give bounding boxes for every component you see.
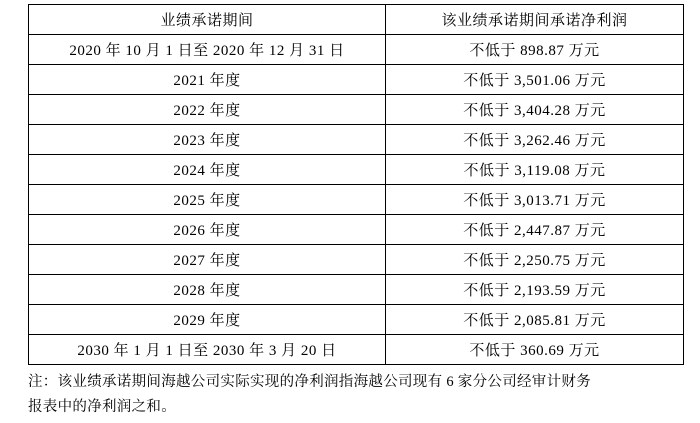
cell-period: 2028 年度 (29, 275, 386, 305)
footnote-line-2: 报表中的净利润之和。 (28, 399, 176, 415)
table-body (29, 35, 684, 365)
cell-period: 2027 年度 (29, 245, 386, 275)
cell-profit: 不低于 898.87 万元 (386, 35, 684, 65)
cell-period: 2022 年度 (29, 95, 386, 125)
table-row (29, 65, 684, 95)
table-footnote (28, 370, 676, 420)
cell-period: 2029 年度 (29, 305, 386, 335)
cell-profit: 不低于 2,250.75 万元 (386, 245, 684, 275)
cell-period: 2020 年 10 月 1 日至 2020 年 12 月 31 日 (29, 35, 386, 65)
cell-period: 2030 年 1 月 1 日至 2030 年 3 月 20 日 (29, 335, 386, 365)
performance-commitment-table (28, 4, 684, 365)
cell-profit: 不低于 3,119.08 万元 (386, 155, 684, 185)
table-row (29, 245, 684, 275)
cell-profit: 不低于 2,085.81 万元 (386, 305, 684, 335)
cell-period: 2023 年度 (29, 125, 386, 155)
table-row (29, 155, 684, 185)
table-row (29, 215, 684, 245)
cell-period: 2021 年度 (29, 65, 386, 95)
cell-profit: 不低于 360.69 万元 (386, 335, 684, 365)
table-row (29, 35, 684, 65)
table-row (29, 95, 684, 125)
cell-period: 2025 年度 (29, 185, 386, 215)
table-header-row (29, 5, 684, 35)
column-header-profit: 该业绩承诺期间承诺净利润 (386, 5, 684, 35)
cell-profit: 不低于 3,404.28 万元 (386, 95, 684, 125)
footnote-line-1: 注：该业绩承诺期间海越公司实际实现的净利润指海越公司现有 6 家分公司经审计财务 (28, 374, 591, 390)
cell-profit: 不低于 2,193.59 万元 (386, 275, 684, 305)
cell-period: 2026 年度 (29, 215, 386, 245)
table-head (29, 5, 684, 35)
cell-profit: 不低于 3,262.46 万元 (386, 125, 684, 155)
performance-commitment-table-wrapper (28, 4, 673, 365)
cell-profit: 不低于 3,013.71 万元 (386, 185, 684, 215)
table-row (29, 125, 684, 155)
cell-profit: 不低于 2,447.87 万元 (386, 215, 684, 245)
table-row (29, 275, 684, 305)
cell-profit: 不低于 3,501.06 万元 (386, 65, 684, 95)
table-row (29, 335, 684, 365)
cell-period: 2024 年度 (29, 155, 386, 185)
table-row (29, 305, 684, 335)
table-row (29, 185, 684, 215)
column-header-period: 业绩承诺期间 (29, 5, 386, 35)
